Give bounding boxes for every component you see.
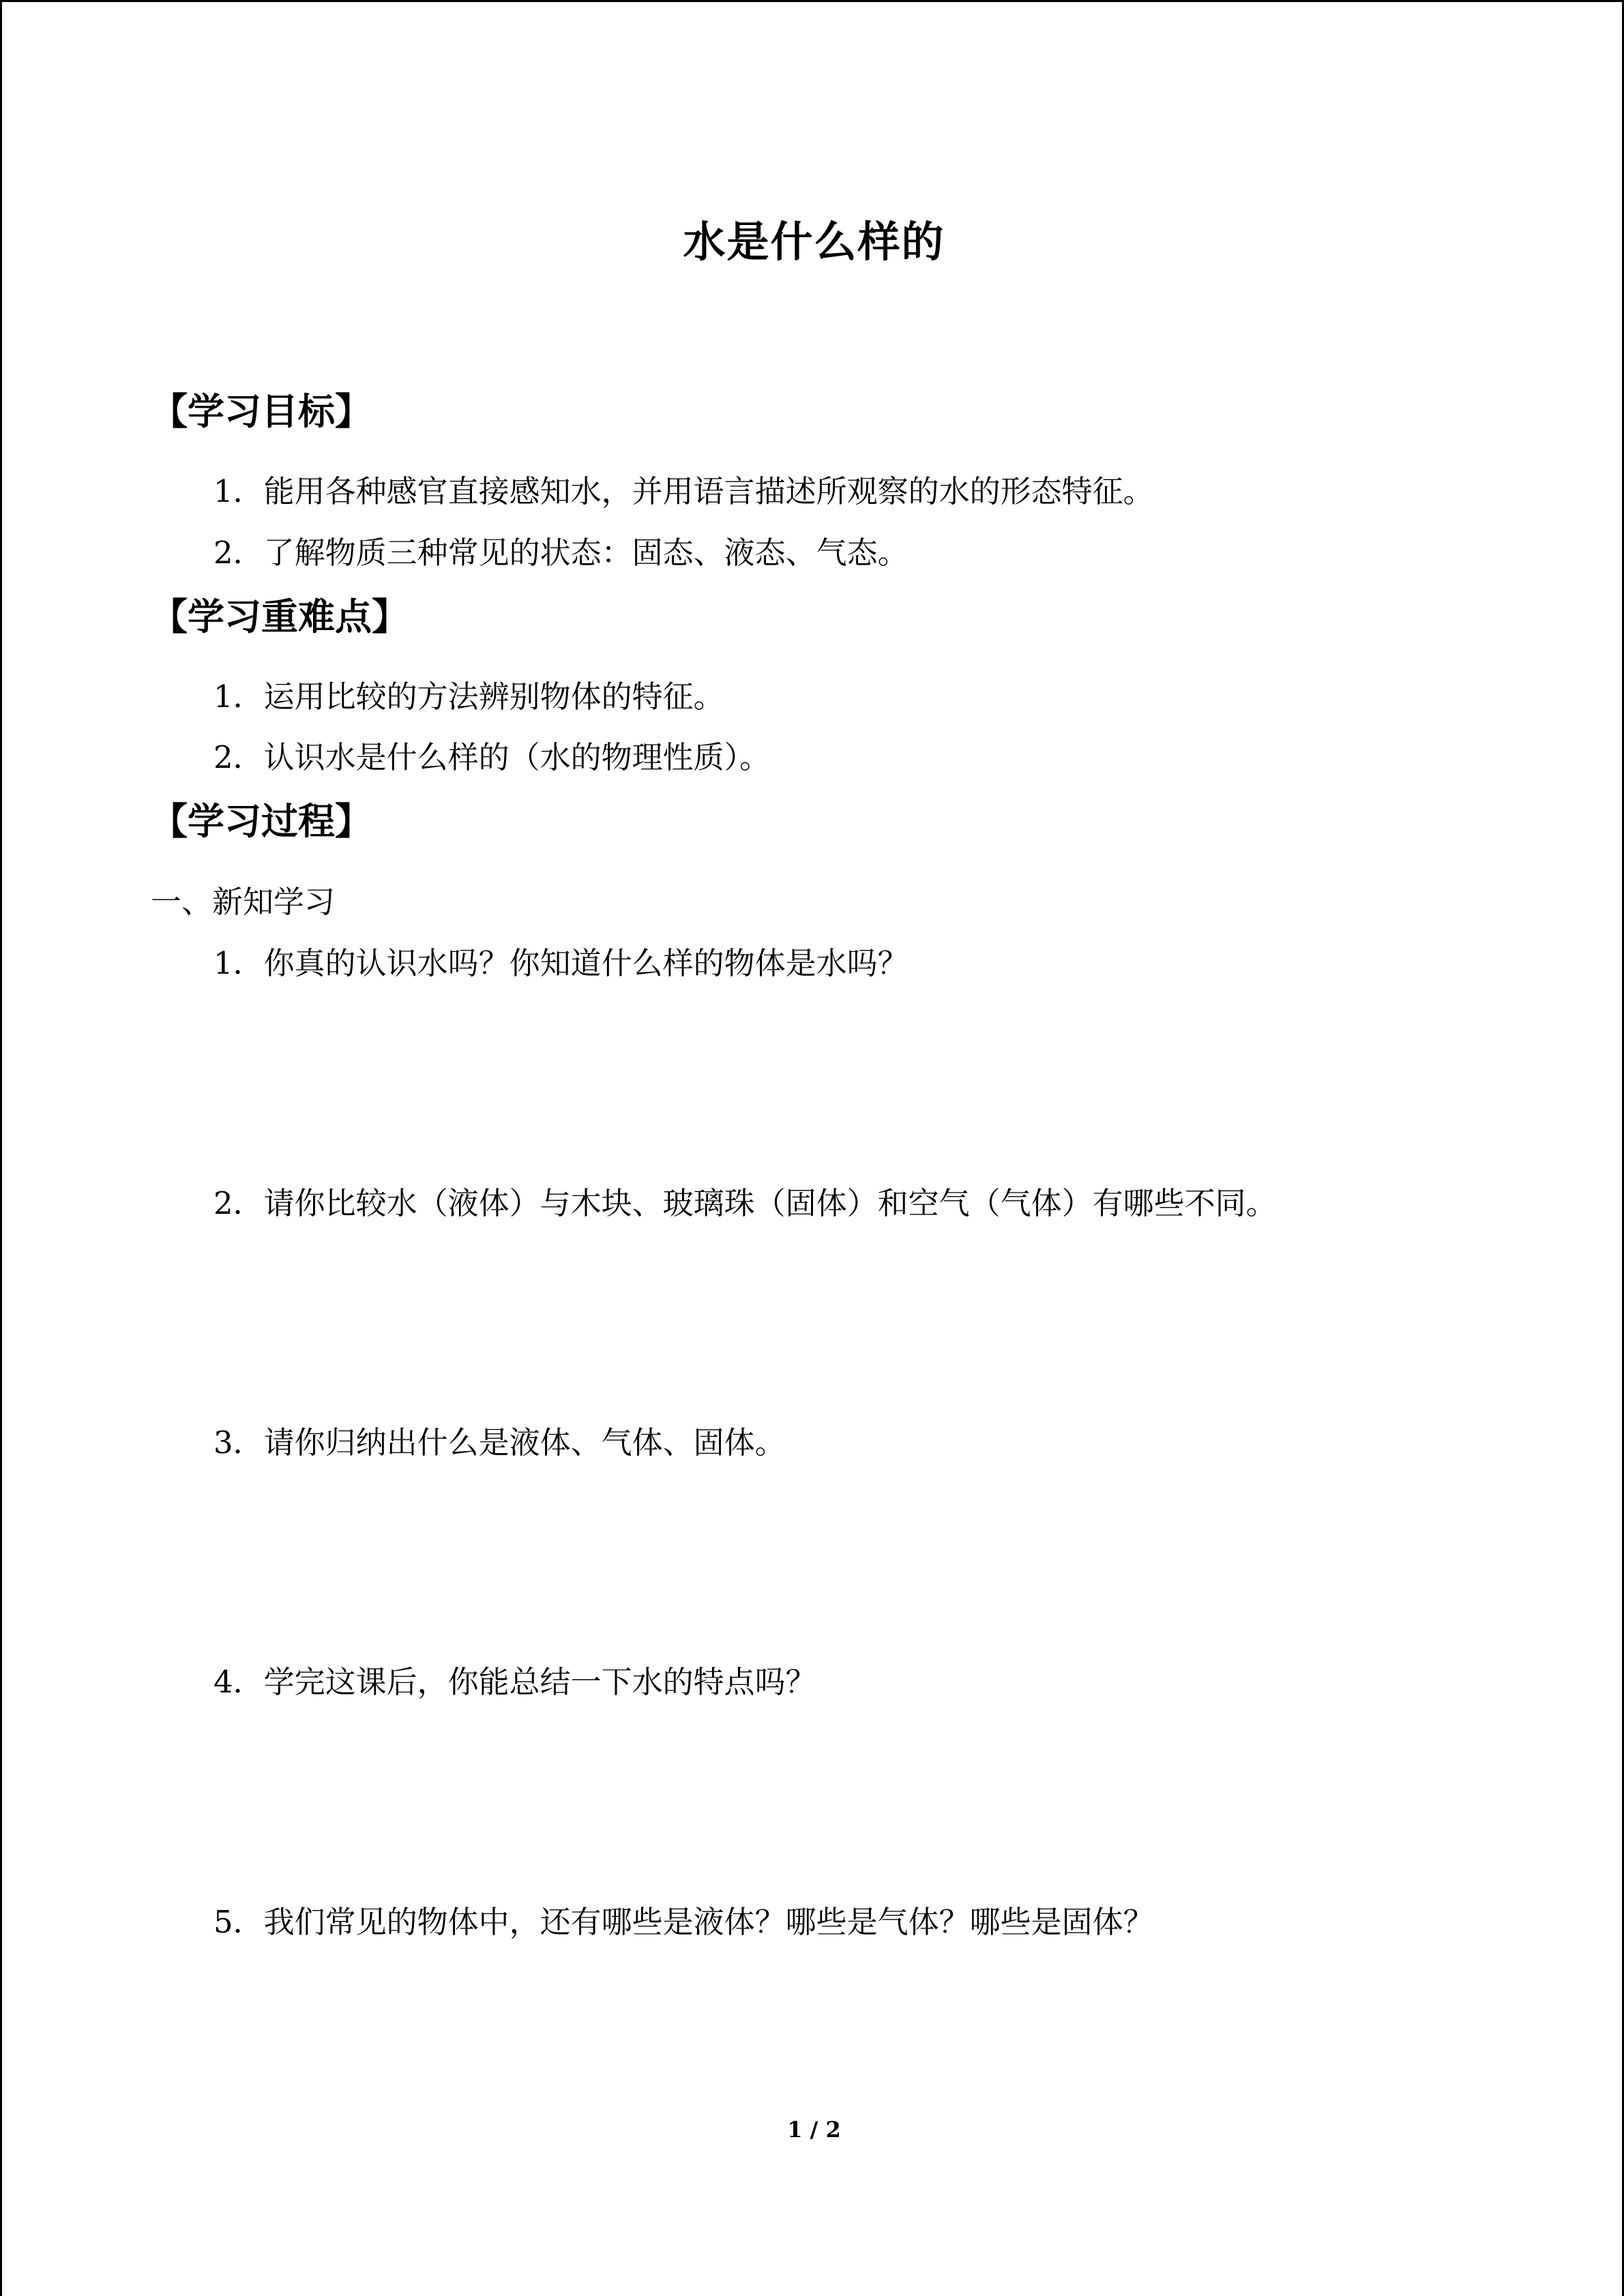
question-5: 5．我们常见的物体中，还有哪些是液体？哪些是气体？哪些是固体？ <box>213 1904 1154 1940</box>
process-heading: 【学习过程】 <box>151 799 372 843</box>
key-point-item-1: 1．运用比较的方法辨别物体的特征。 <box>213 679 724 715</box>
key-points-heading: 【学习重难点】 <box>151 595 409 638</box>
question-2: 2．请你比较水（液体）与木块、玻璃珠（固体）和空气（气体）有哪些不同。 <box>213 1185 1277 1221</box>
page-title: 水是什么样的 <box>683 217 945 267</box>
question-4: 4．学完这课后，你能总结一下水的特点吗？ <box>213 1664 816 1700</box>
objectives-heading: 【学习目标】 <box>151 389 372 433</box>
question-1: 1．你真的认识水吗？你知道什么样的物体是水吗？ <box>213 945 909 981</box>
key-point-item-2: 2．认识水是什么样的（水的物理性质）。 <box>213 739 771 775</box>
new-knowledge-heading: 一、新知学习 <box>151 884 336 920</box>
page-number: 1 / 2 <box>787 2117 841 2143</box>
question-3: 3．请你归纳出什么是液体、气体、固体。 <box>213 1425 786 1461</box>
objective-item-2: 2．了解物质三种常见的状态：固态、液态、气态。 <box>213 535 909 571</box>
objective-item-1: 1．能用各种感官直接感知水，并用语言描述所观察的水的形态特征。 <box>213 473 1154 509</box>
